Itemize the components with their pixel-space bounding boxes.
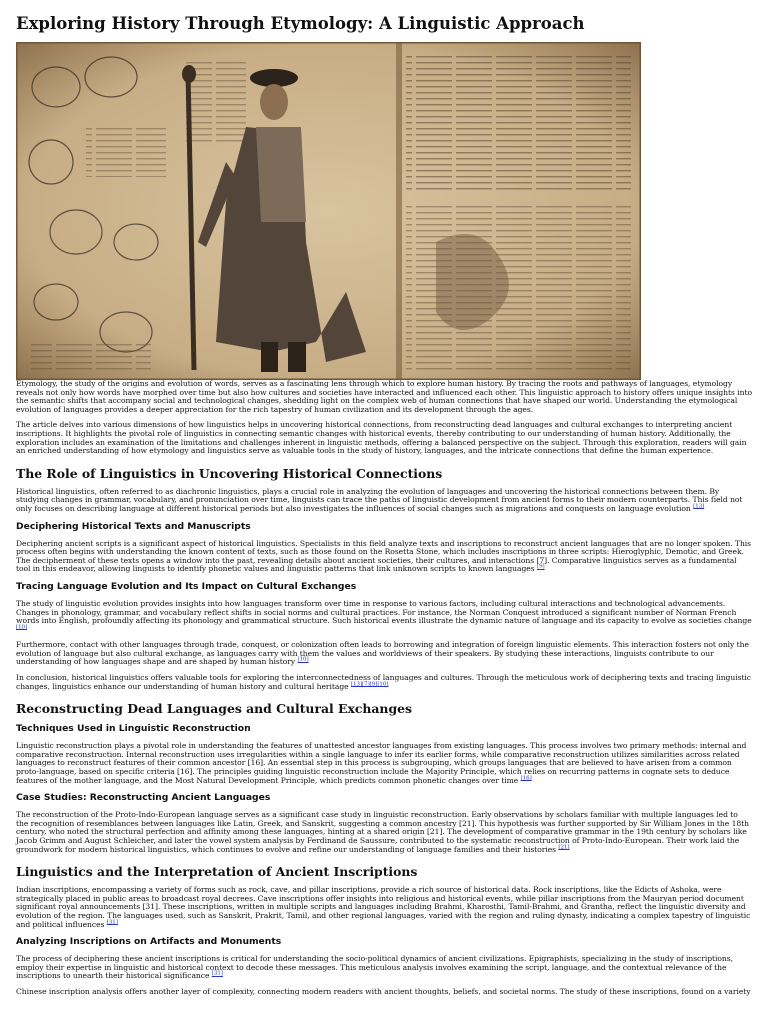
citation-link[interactable]: [21] — [558, 844, 570, 851]
subsection-heading: Analyzing Inscriptions on Artifacts and Monuments — [16, 936, 282, 948]
subsection-heading: Case Studies: Reconstructing Ancient Languages — [16, 792, 271, 804]
citation-link[interactable]: [10] — [297, 656, 309, 663]
subsection-paragraph: Chinese inscription analysis offers another layer of complexity, connecting modern readers with ancient thoughts, beliefs, and societal norms. The study of these inscriptions, found on a variety — [16, 986, 751, 996]
intro — [16, 380, 752, 456]
citation-link[interactable]: [16] — [520, 775, 532, 782]
citation-link[interactable]: [13][7][9][10] — [350, 681, 389, 688]
page-title: Exploring History Through Etymology: A Linguistic Approach — [16, 14, 585, 33]
citation-link[interactable]: [31] — [106, 919, 118, 926]
intro-paragraph-1: Etymology, the study of the origins and evolution of words, serves as a fascinating lens through which to explore human history. By tracing the roots and pathways of languages, etymology reveals not only how words have morphed over time but also how cultures and societies have interacted and influenced each other. This linguistic approach to history offers unique insights into the semantic shifts that accompany social and technological changes, shedding light on the complex web of human connections that have shaped our world. Understanding the etymological evolution of languages provides a deeper appreciation for the rich tapestry of human civilization and its development through the ages. — [16, 379, 752, 414]
subsection-heading: Deciphering Historical Texts and Manuscripts — [16, 520, 251, 532]
citation-link[interactable]: [13] — [693, 503, 705, 510]
section-heading: The Role of Linguistics in Uncovering Historical Connections — [16, 465, 443, 481]
citation-link[interactable]: [31] — [211, 970, 223, 977]
citation-link[interactable]: [10] — [16, 624, 28, 631]
subsection-paragraph: The process of deciphering these ancient inscriptions is critical for understanding the socio-political dynamics of ancient civilizations. Epigraphists, specializing in the study of inscriptions, employ their expertise in linguistic and historical context to decode these messages. This meticulous analysis involves examining the script, language, and the contextual relevance of the inscriptions to unearth their historical significance [31] — [16, 954, 733, 981]
intro-paragraph-2: The article delves into various dimensions of how linguistics helps in uncovering historical connections, from reconstructing dead languages and cultural exchanges to interpreting ancient inscriptions. It highlights the pivotal role of linguistics in connecting semantic changes with historical events, thereby contributing to our understanding of human history. Additionally, the exploration includes an examination of the limitations and challenges inherent in linguistic methods, offering a balanced perspective on the subject. Through this exploration, readers will gain an enriched understanding of how etymology and linguistics serve as valuable tools in the study of history, languages, and the intricate connections that define the human experience. — [16, 420, 747, 456]
section-heading: Linguistics and the Interpretation of Ancient Inscriptions — [16, 864, 418, 880]
citation-link[interactable]: [9] — [536, 563, 545, 570]
subsection-paragraph: Deciphering ancient scripts is a significant aspect of historical linguistics. Specialists in this field analyze texts and inscriptions to reconstruct ancient languages that are no longer spoken. This process often begins with understanding the known content of texts, such as those found on the Rosetta Stone, which includes inscriptions in three scripts: Hieroglyphic, Demotic, and Greek. The decipherment of these texts opens a window into the past, revealing details about ancient societies, their cultures, and interactions [7]. Comparative linguistics serves as a fundamental tool in this endeavor, allowing linguists to identify phonetic values and linguistic patterns that link unknown scripts to known languages [9] — [16, 538, 752, 574]
section-paragraph: Historical linguistics, often referred to as diachronic linguistics, plays a crucial role in analyzing the evolution of languages and uncovering the historical connections between them. By studying changes in grammar, vocabulary, and pronunciation over time, linguists can trace the paths of linguistic development from ancient forms to their modern counterparts. This field not only focuses on describing language at different historical periods but also investigates the influences of social changes such as migrations and conquests on language evolution [13] — [16, 486, 743, 513]
subsection-paragraph: In conclusion, historical linguistics offers valuable tools for exploring the interconnectedness of languages and cultures. Through the meticulous work of deciphering texts and tracing linguistic changes, linguistics enhance our understanding of human history and cultural heritage [13][7][9][10] — [16, 673, 752, 691]
section-paragraph: Indian inscriptions, encompassing a variety of forms such as rock, cave, and pillar inscriptions, provide a rich source of historical data. Rock inscriptions, like the Edicts of Ashoka, were strategically placed in public areas to broadcast royal decrees. Cave inscriptions offer insights into religious and historical events, while pillar inscriptions from the Mauryan period document significant royal announcements [31]. These inscriptions, written in multiple scripts and languages including Brahmi, Kharosthi, Tamil-Brahmi, and Grantha, reflect the linguistic diversity and evolution of the region. The languages used, such as Sanskrit, Prakrit, Tamil, and other regional languages, varied with the region and ruling dynasty, indicating a complex tapestry of linguistic and political influences [31] — [16, 885, 751, 929]
hero-image — [16, 42, 641, 380]
subsection-heading: Techniques Used in Linguistic Reconstruction — [16, 723, 251, 735]
subsection-paragraph: The study of linguistic evolution provides insights into how languages transform over time in response to various factors, including cultural interactions and technological advancements. Changes in phonology, grammar, and vocabulary reflect shifts in social norms and cultural practices. For instance, the Norman Conquest introduced a significant number of Norman French words into English, profoundly affecting its phonology and grammatical structure. Such historical events illustrate the dynamic nature of language and its capacity to evolve as societies change [10] — [16, 598, 752, 631]
right-page-text — [406, 54, 631, 372]
subsection-paragraph: Linguistic reconstruction plays a pivotal role in understanding the features of unattested ancestor languages from existing languages. This process involves two primary methods: internal and comparative reconstruction. Internal reconstruction uses irregularities within a single language to infer its earlier forms, while comparative reconstruction utilizes similarities across related languages to reconstruct features of their common ancestor [16]. An essential step in this process is subgrouping, which groups languages that are believed to have arisen from a common proto-language, based on specific criteria [16]. The principles guiding linguistic reconstruction include the Majority Principle, which relies on recurring patterns in cognate sets to deduce features of the mother language, and the Most Natural Development Principle, which predicts common phonetic changes over time [16] — [16, 741, 747, 785]
subsection-paragraph: Furthermore, contact with other languages through trade, conquest, or colonization often leads to borrowing and integration of foreign linguistic elements. This interaction fosters not only the evolution of language but also cultural exchange, as languages carry with them the values and worldviews of their speakers. By studying these interactions, linguists contribute to our understanding of how languages shape and are shaped by human history [10] — [16, 640, 749, 667]
subsection-paragraph: The reconstruction of the Proto-Indo-European language serves as a significant case study in linguistic reconstruction. Early observations by scholars familiar with multiple languages led to the recognition of resemblances between languages like Latin, Greek, and Sanskrit, suggesting a common ancestry [21]. This hypothesis was further supported by Sir William Jones in the 18th century, who noted the structural perfection and affinity among these languages, hinting at a shared origin [21]. The development of comparative grammar in the 19th century by scholars like Jacob Grimm and August Schleicher, and later the vowel system analysis by Ferdinand de Saussure, contributed to the systematic reconstruction of Proto-Indo-European. Their work laid the groundwork for modern historical linguistics, which continues to evolve and refine our understanding of language families and their histories [21] — [16, 810, 749, 854]
section-heading: Reconstructing Dead Languages and Cultural Exchanges — [16, 701, 412, 717]
subsection-heading: Tracing Language Evolution and Its Impact on Cultural Exchanges — [16, 580, 357, 592]
